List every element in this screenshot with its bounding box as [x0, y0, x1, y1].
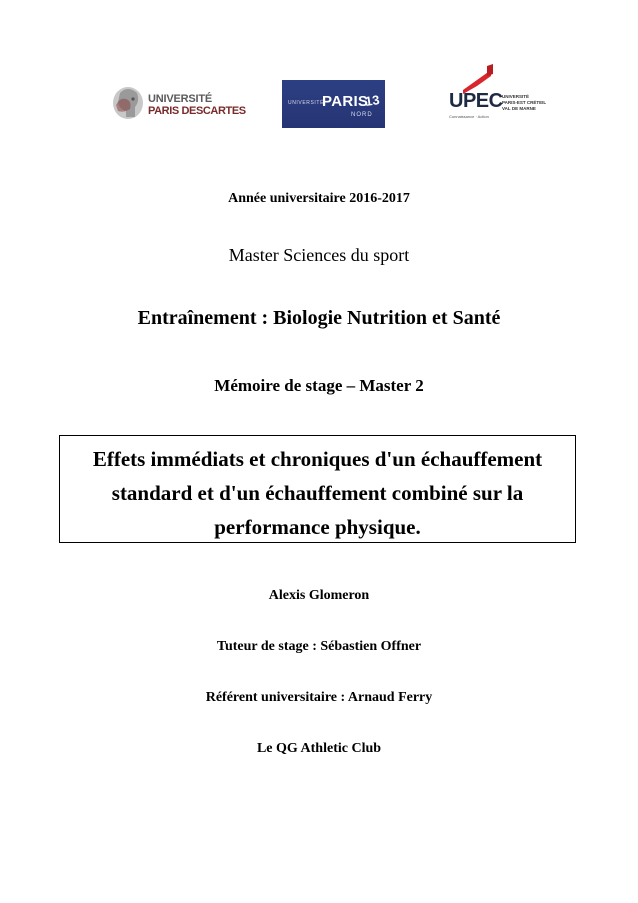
- paris13-logo-universite: UNIVERSITÉ: [288, 100, 325, 106]
- upec-side-line2: PARIS-EST CRÉTEIL: [502, 100, 547, 105]
- descartes-logo-line1: UNIVERSITÉ: [148, 93, 213, 105]
- descartes-head-icon: [106, 83, 150, 125]
- upec-side-line1: UNIVERSITÉ: [502, 94, 530, 99]
- thesis-title: Effets immédiats et chroniques d'un échauffement standard et d'un échauffement combiné sur la performance physique.: [92, 447, 543, 539]
- paris13-logo-nord: NORD: [351, 112, 373, 118]
- academic-year: Année universitaire 2016-2017: [228, 191, 410, 206]
- paris13-logo-number: 13: [364, 92, 381, 109]
- upec-side-line3: VAL DE MARNE: [502, 106, 536, 111]
- host-club: Le QG Athletic Club: [256, 741, 382, 756]
- thesis-title-box: [59, 435, 576, 543]
- internship-tutor: Tuteur de stage : Sébastien Offner: [216, 639, 422, 654]
- upec-logo-tagline: Connaissance · Action: [449, 114, 489, 119]
- paris13-logo: [282, 80, 385, 128]
- author-name: Alexis Glomeron: [268, 588, 370, 603]
- upec-logo-name: UPEC: [449, 90, 503, 112]
- upec-logo-side-text: [502, 94, 546, 112]
- master-program: Master Sciences du sport: [228, 245, 410, 265]
- university-referent: Référent universitaire : Arnaud Ferry: [205, 690, 433, 705]
- descartes-logo-line2: PARIS DESCARTES: [148, 105, 246, 117]
- upec-logo: [443, 64, 547, 126]
- thesis-type: Mémoire de stage – Master 2: [214, 376, 424, 395]
- paris-descartes-logo: [106, 83, 246, 125]
- specialty-title: Entraînement : Biologie Nutrition et Santé: [137, 307, 501, 329]
- paris13-logo-paris: PARIS: [322, 93, 369, 110]
